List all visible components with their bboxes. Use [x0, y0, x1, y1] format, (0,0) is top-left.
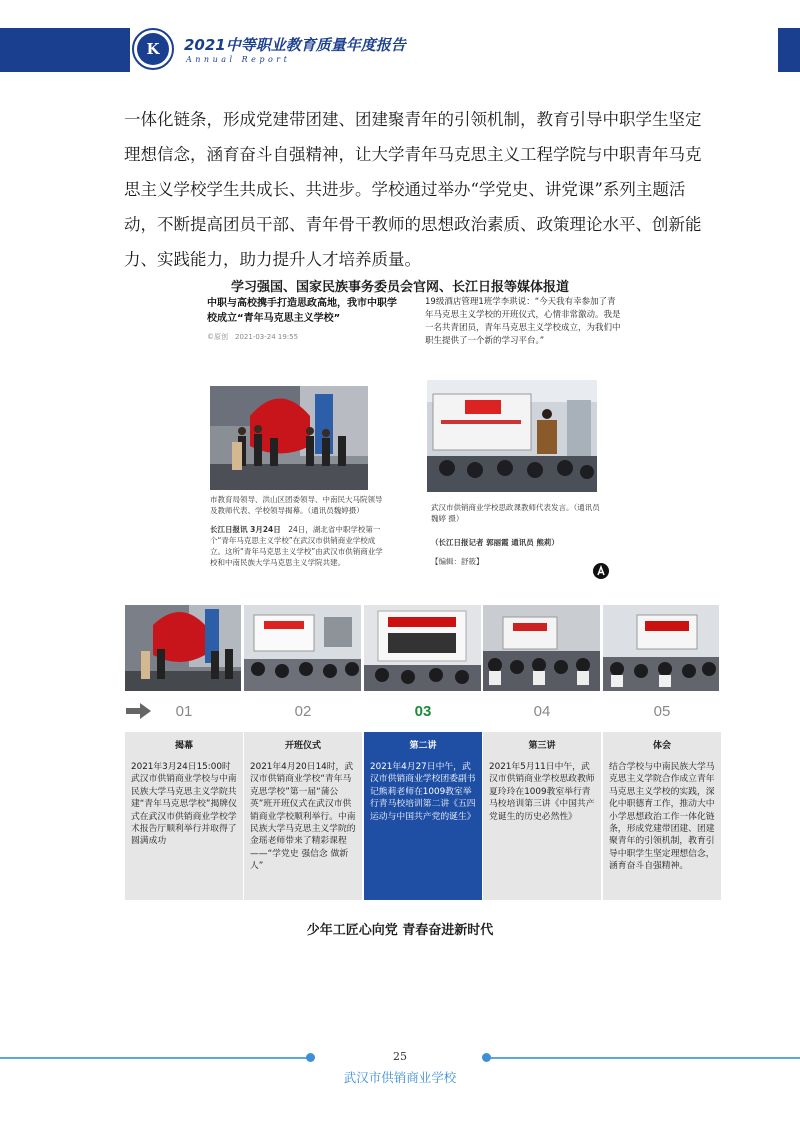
logo-letter: K: [137, 33, 169, 65]
clipping-right-column: [425, 296, 621, 566]
timeline-card-active: [364, 732, 482, 900]
timeline-card: [125, 732, 243, 900]
body-paragraph: [124, 102, 702, 277]
timeline-number: 05: [653, 703, 671, 720]
event-photo-1: [125, 605, 241, 691]
card-title: 开班仪式: [284, 741, 321, 751]
school-logo: [132, 28, 174, 70]
news-headline: 中职与高校携手打造思政高地，我市中职学校成立“青年马克思主义学校”: [207, 298, 397, 324]
photo-caption-right: 武汉市供销商业学校思政课教师代表发言。（通讯员魏婷 摄）: [431, 503, 600, 523]
media-section-title: 学习强国、国家民族事务委员会官网、长江日报等媒体报道: [230, 280, 569, 295]
news-text: 24日，湖北省中职学校第一个“青年马克思主义学校”在武汉市供销商业学校成立。这所“青年马克思主义学校”由武汉市供销商业学校和中南民族大学马克思主义学院共建。: [210, 525, 383, 567]
card-body: 2021年3月24日15:00时武汉市供销商业学校与中南民族大学马克思主义学院共建“青年马克思学校”揭牌仪式在武汉市供销商业学校学术报告厅顺利举行并取得了圆满成功: [131, 762, 237, 847]
news-meta: ©原创 2021-03-24 19:55: [207, 333, 299, 341]
unveiling-photo: [210, 386, 368, 490]
card-body: 2021年4月20日14时，武汉市供销商业学校“青年马克思学校”第一届“蒲公英”班开班仪式在武汉市供销商业学校顺利举行。中南民族大学马克思主义学院的金瑶老师带来了精彩课程——“学党史 强信念 做新人”: [250, 762, 356, 872]
card-title: 第二讲: [409, 741, 437, 751]
student-quote: 19级酒店管理1班学李珙说：“今天我有幸参加了青年马克思主义学校的开班仪式，心情非常激动。我是一名共青团员，青年马克思主义学校成立，为我们中职生提供了一个新的学习平台。”: [425, 297, 621, 346]
timeline-number: 02: [294, 703, 312, 720]
card-body: 结合学校与中南民族大学马克思主义学院合作成立青年马克思主义学校的实践，深化中职德育工作，推动大中小学思想政治工作一体化链条，形成党建带团建、团建聚青年的引领机制，教育引导中职学生坚定理想信念，涵育奋斗自强精神。: [609, 762, 715, 872]
editor-note: 【编辑：舒筱】: [431, 557, 484, 566]
news-clipping: [207, 296, 623, 586]
header-bar-left: [0, 28, 130, 72]
timeline-number: 01: [175, 703, 193, 720]
card-title: 第三讲: [528, 741, 556, 751]
timeline-card: [244, 732, 362, 900]
clipping-left-column: [207, 296, 397, 567]
school-name: 武汉市供销商业学校: [343, 1070, 457, 1085]
body-line: 理想信念，涵育奋斗自强精神，让大学青年马克思主义工程学院与中职青年马克: [124, 145, 702, 164]
news-body: [210, 524, 388, 568]
event-photo-2: [244, 605, 361, 691]
report-subtitle: Annual Report: [186, 55, 291, 64]
timeline-card: [483, 732, 601, 900]
card-title: 体会: [652, 741, 671, 751]
timeline-card: [603, 732, 721, 900]
body-line: 思主义学校学生共成长、共进步。学校通过举办“学党史、讲党课”系列主题活: [124, 180, 686, 199]
header-bar-right: [778, 28, 800, 72]
timeline-caption: 少年工匠心向党 青春奋进新时代: [306, 923, 494, 938]
card-body: 2021年5月11日中午，武汉市供销商业学校思政教师夏玲玲在1009教室举行青马校培训第三讲《中国共产党诞生的历史必然性》: [489, 762, 595, 822]
card-body: 2021年4月27日中午，武汉市供销商业学校团委副书记熊莉老师在1009教室举行青马校培训第二讲《五四运动与中国共产党的诞生》: [370, 762, 476, 822]
card-title: 揭幕: [174, 741, 193, 751]
photo-caption-left: 市教育局领导、洪山区团委领导、中南民大马院领导及教师代表、学校领导揭幕。（通讯员魏婷摄）: [210, 495, 383, 515]
body-line: 力、实践能力，助力提升人才培养质量。: [124, 250, 421, 269]
event-photo-5: [603, 605, 719, 691]
timeline-number-active: 03: [414, 703, 432, 720]
event-photo-4: [483, 605, 600, 691]
body-line: 一体化链条，形成党建带团建、团建聚青年的引领机制，教育引导中职学生坚定: [124, 110, 702, 129]
page-number: 25: [393, 1050, 407, 1063]
news-byline: （长江日报记者 郭丽霞 通讯员 熊莉）: [431, 538, 559, 547]
news-dateline: 长江日报讯 3月24日: [210, 525, 281, 534]
event-photo-3: [364, 605, 481, 691]
body-line: 动，不断提高团员干部、青年骨干教师的思想政治素质、政策理论水平、创新能: [124, 215, 702, 234]
app-logo-icon: [593, 563, 609, 579]
lecture-photo: [427, 380, 597, 492]
report-title: 2021中等职业教育质量年度报告: [184, 36, 406, 54]
timeline-number: 04: [533, 703, 551, 720]
